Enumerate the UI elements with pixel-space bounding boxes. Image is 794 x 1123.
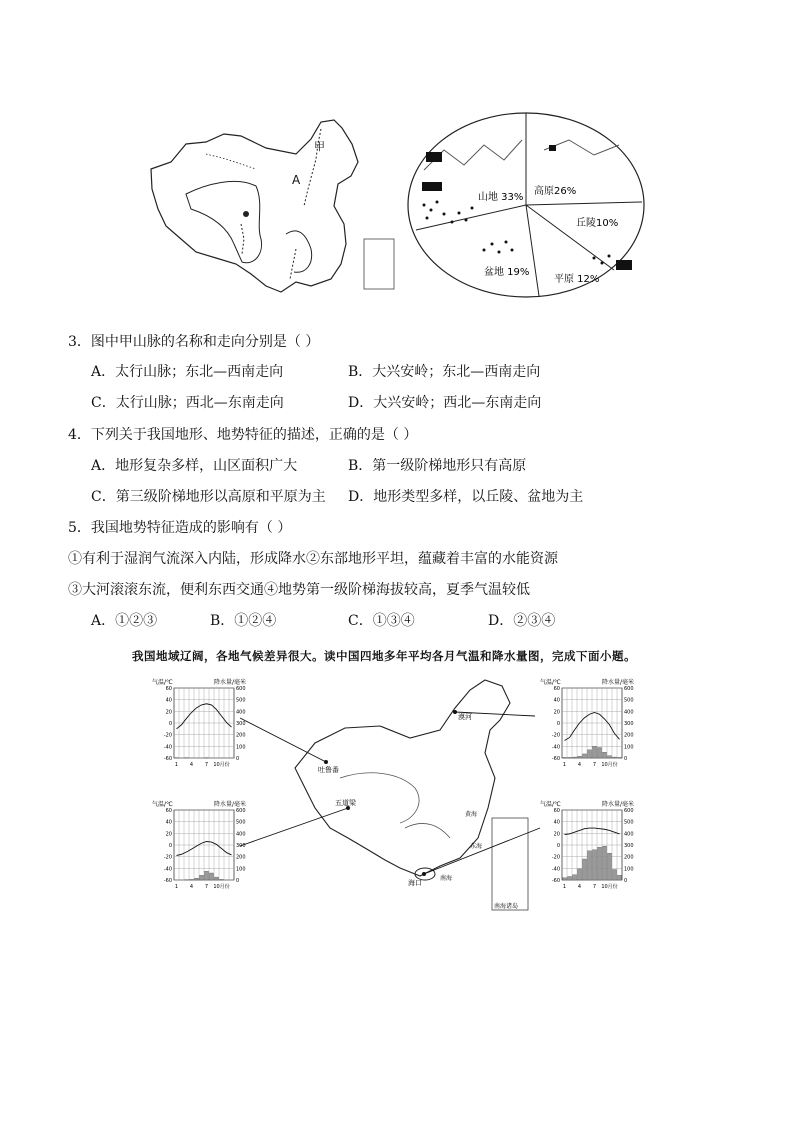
precip-bar [598, 847, 602, 880]
place-wudaoliang: 五道梁 [335, 799, 356, 807]
pie-label-hill: 丘陵10% [576, 218, 619, 229]
precip-bar [588, 851, 592, 880]
pie-label-basin: 盆地 19% [484, 267, 530, 278]
precip-tick-label: 0 [624, 756, 628, 762]
precip-tick-label: 600 [236, 686, 246, 692]
precip-bar [573, 757, 577, 758]
question-text: 图中甲山脉的名称和走向分别是（ ） [90, 334, 320, 350]
precip-tick-label: 100 [236, 866, 246, 873]
option-b[interactable]: B．①②④ [210, 613, 277, 629]
option-b[interactable]: B．第一级阶梯地形只有高原 [348, 458, 527, 474]
temp-tick-label: 0 [168, 843, 172, 849]
precip-tick-label: 400 [236, 831, 246, 838]
temp-axis-title: 气温/℃ [152, 801, 173, 808]
precip-bar [613, 757, 617, 758]
temp-axis-title: 气温/℃ [152, 679, 173, 686]
precip-bar [190, 879, 194, 880]
precip-tick-label: 600 [624, 808, 634, 814]
precip-tick-label: 200 [624, 854, 634, 861]
precip-bar [568, 877, 572, 881]
precip-bar [220, 879, 224, 880]
question-number: 5． [68, 520, 91, 536]
section-intro: 我国地域辽阔，各地气候差异很大。读中国四地多年平均各月气温和降水量图，完成下面小题。 [132, 649, 636, 663]
precip-tick-label: 300 [624, 843, 634, 849]
precip-bar [215, 877, 219, 880]
temp-tick-label: -40 [163, 866, 172, 873]
temp-axis-title: 气温/℃ [540, 679, 561, 686]
precip-tick-label: 500 [236, 697, 246, 704]
temp-tick-label: -40 [163, 744, 172, 751]
option-a[interactable]: A．太行山脉；东北—西南走向 [91, 364, 284, 380]
month-tick-label: 1 [562, 762, 567, 768]
precip-bar [608, 853, 612, 880]
temp-tick-label: -20 [551, 732, 560, 739]
temp-tick-label: 0 [168, 721, 172, 727]
precip-tick-label: 400 [624, 831, 634, 838]
question-3 [68, 333, 319, 351]
month-tick-label: 7 [204, 762, 209, 768]
temp-tick-label: 20 [553, 709, 560, 716]
option-d[interactable]: D．大兴安岭；西北—东南走向 [348, 395, 542, 411]
month-tick-label: 10月份 [601, 884, 618, 890]
statement-line-2: ③大河滚滚东流，便利东西交通④地势第一级阶梯海拔较高，夏季气温较低 [68, 582, 530, 598]
precip-axis-title: 降水量/毫米 [214, 679, 247, 686]
temp-tick-label: -40 [551, 744, 560, 751]
question-number: 4． [68, 427, 91, 443]
precip-bar [583, 859, 587, 880]
option-c[interactable]: C．①③④ [348, 613, 415, 629]
temp-tick-label: 40 [165, 697, 172, 704]
option-d[interactable]: D．②③④ [488, 613, 556, 629]
precip-axis-title: 降水量/毫米 [602, 679, 635, 686]
precip-tick-label: 0 [236, 756, 240, 762]
temp-tick-label: -20 [163, 854, 172, 861]
precip-tick-label: 200 [624, 732, 634, 739]
temp-tick-label: -60 [551, 756, 560, 762]
temp-tick-label: -60 [163, 878, 172, 884]
precip-bar [195, 878, 199, 880]
month-tick-label: 7 [592, 762, 597, 768]
question-number: 3． [68, 334, 91, 350]
precip-bar [205, 871, 209, 880]
temp-tick-label: 40 [553, 819, 560, 826]
precip-bar [593, 746, 597, 758]
precip-bar [603, 846, 607, 880]
temp-tick-label: -20 [551, 854, 560, 861]
precip-bar [603, 752, 607, 758]
precip-tick-label: 400 [624, 709, 634, 716]
question-5 [68, 519, 291, 537]
precip-bar [210, 873, 214, 880]
place-tulufan: 吐鲁番 [318, 766, 339, 774]
month-tick-label: 1 [562, 884, 567, 890]
precip-tick-label: 500 [624, 819, 634, 826]
pie-label-plateau: 高原26% [534, 186, 577, 197]
map-label-a: A [292, 173, 301, 187]
temp-tick-label: 60 [553, 808, 560, 814]
temp-tick-label: 60 [553, 686, 560, 692]
temp-axis-title: 气温/℃ [540, 801, 561, 808]
temp-tick-label: 40 [165, 819, 172, 826]
precip-bar [593, 850, 597, 880]
temp-tick-label: 60 [165, 686, 172, 692]
precip-bar [573, 875, 577, 880]
month-tick-label: 10月份 [601, 762, 618, 768]
precip-tick-label: 300 [236, 721, 246, 727]
option-c[interactable]: C．第三级阶梯地形以高原和平原为主 [91, 489, 326, 505]
question-text: 我国地势特征造成的影响有（ ） [90, 520, 292, 536]
question-4 [68, 426, 417, 444]
precip-bar [618, 757, 622, 758]
temp-tick-label: 20 [553, 831, 560, 838]
climate-chart-tulufan [152, 676, 258, 768]
climate-chart-mohe [540, 676, 646, 768]
precip-tick-label: 300 [236, 843, 246, 849]
precip-tick-label: 400 [236, 709, 246, 716]
precip-bar [608, 756, 612, 758]
temp-tick-label: -60 [551, 878, 560, 884]
precip-axis-title: 降水量/毫米 [214, 801, 247, 808]
china-relief-map [146, 114, 396, 304]
precip-tick-label: 100 [624, 744, 634, 751]
month-tick-label: 10月份 [213, 762, 230, 768]
month-tick-label: 7 [204, 884, 209, 890]
precip-bar [618, 875, 622, 880]
precip-tick-label: 600 [236, 808, 246, 814]
place-haikou: 海口 [408, 879, 422, 887]
temp-tick-label: 0 [556, 843, 560, 849]
sea-huanghai: 黄海 [465, 811, 478, 818]
month-tick-label: 7 [592, 884, 597, 890]
precip-tick-label: 500 [236, 819, 246, 826]
precip-tick-label: 200 [236, 854, 246, 861]
question-text: 下列关于我国地形、地势特征的描述，正确的是（ ） [90, 427, 418, 443]
precip-bar [563, 878, 567, 880]
climate-chart-wudaoliang [152, 798, 258, 890]
map-label-jia: 甲 [314, 140, 325, 153]
precip-bar [578, 869, 582, 880]
statement-line-1: ①有利于湿润气流深入内陆，形成降水②东部地形平坦，蕴藏着丰富的水能资源 [68, 551, 558, 567]
inset-label: 南海诸岛 [493, 903, 519, 910]
option-d[interactable]: D．地形类型多样，以丘陵、盆地为主 [348, 489, 584, 505]
month-tick-label: 4 [189, 884, 194, 890]
temp-tick-label: -60 [163, 756, 172, 762]
precip-axis-title: 降水量/毫米 [602, 801, 635, 808]
precip-tick-label: 0 [624, 878, 628, 884]
month-tick-label: 4 [189, 762, 194, 768]
precip-bar [598, 748, 602, 759]
option-a[interactable]: A．地形复杂多样，山区面积广大 [91, 458, 298, 474]
temp-tick-label: -20 [163, 732, 172, 739]
precip-tick-label: 600 [624, 686, 634, 692]
option-c[interactable]: C．太行山脉；西北—东南走向 [91, 395, 284, 411]
pie-label-plain: 平原 12% [554, 274, 600, 285]
temp-tick-label: 40 [553, 697, 560, 704]
precip-tick-label: 200 [236, 732, 246, 739]
month-tick-label: 4 [577, 762, 582, 768]
month-tick-label: 1 [174, 884, 179, 890]
precip-tick-label: 100 [236, 744, 246, 751]
terrain-pie-chart [404, 110, 649, 300]
precip-tick-label: 300 [624, 721, 634, 727]
month-tick-label: 4 [577, 884, 582, 890]
month-tick-label: 10月份 [213, 884, 230, 890]
precip-bar [200, 875, 204, 880]
precip-bar [563, 757, 567, 758]
pie-label-mountain: 山地 33% [478, 192, 524, 203]
precip-bar [613, 870, 617, 881]
precip-tick-label: 100 [624, 866, 634, 873]
precip-bar [578, 756, 582, 758]
temp-tick-label: 20 [165, 831, 172, 838]
temp-tick-label: 60 [165, 808, 172, 814]
temp-tick-label: 20 [165, 709, 172, 716]
sea-donghai: 东海 [470, 843, 483, 850]
temp-tick-label: -40 [551, 866, 560, 873]
place-mohe: 漠河 [458, 713, 472, 721]
precip-tick-label: 500 [624, 697, 634, 704]
precip-bar [583, 754, 587, 758]
precip-bar [588, 750, 592, 758]
precip-bar [568, 757, 572, 758]
precip-tick-label: 0 [236, 878, 240, 884]
month-tick-label: 1 [174, 762, 179, 768]
option-b[interactable]: B．大兴安岭；东北—西南走向 [348, 364, 541, 380]
sea-nanhai: 南海 [440, 875, 453, 882]
option-a[interactable]: A．①②③ [91, 613, 158, 629]
temp-tick-label: 0 [556, 721, 560, 727]
climate-chart-haikou [540, 798, 646, 890]
